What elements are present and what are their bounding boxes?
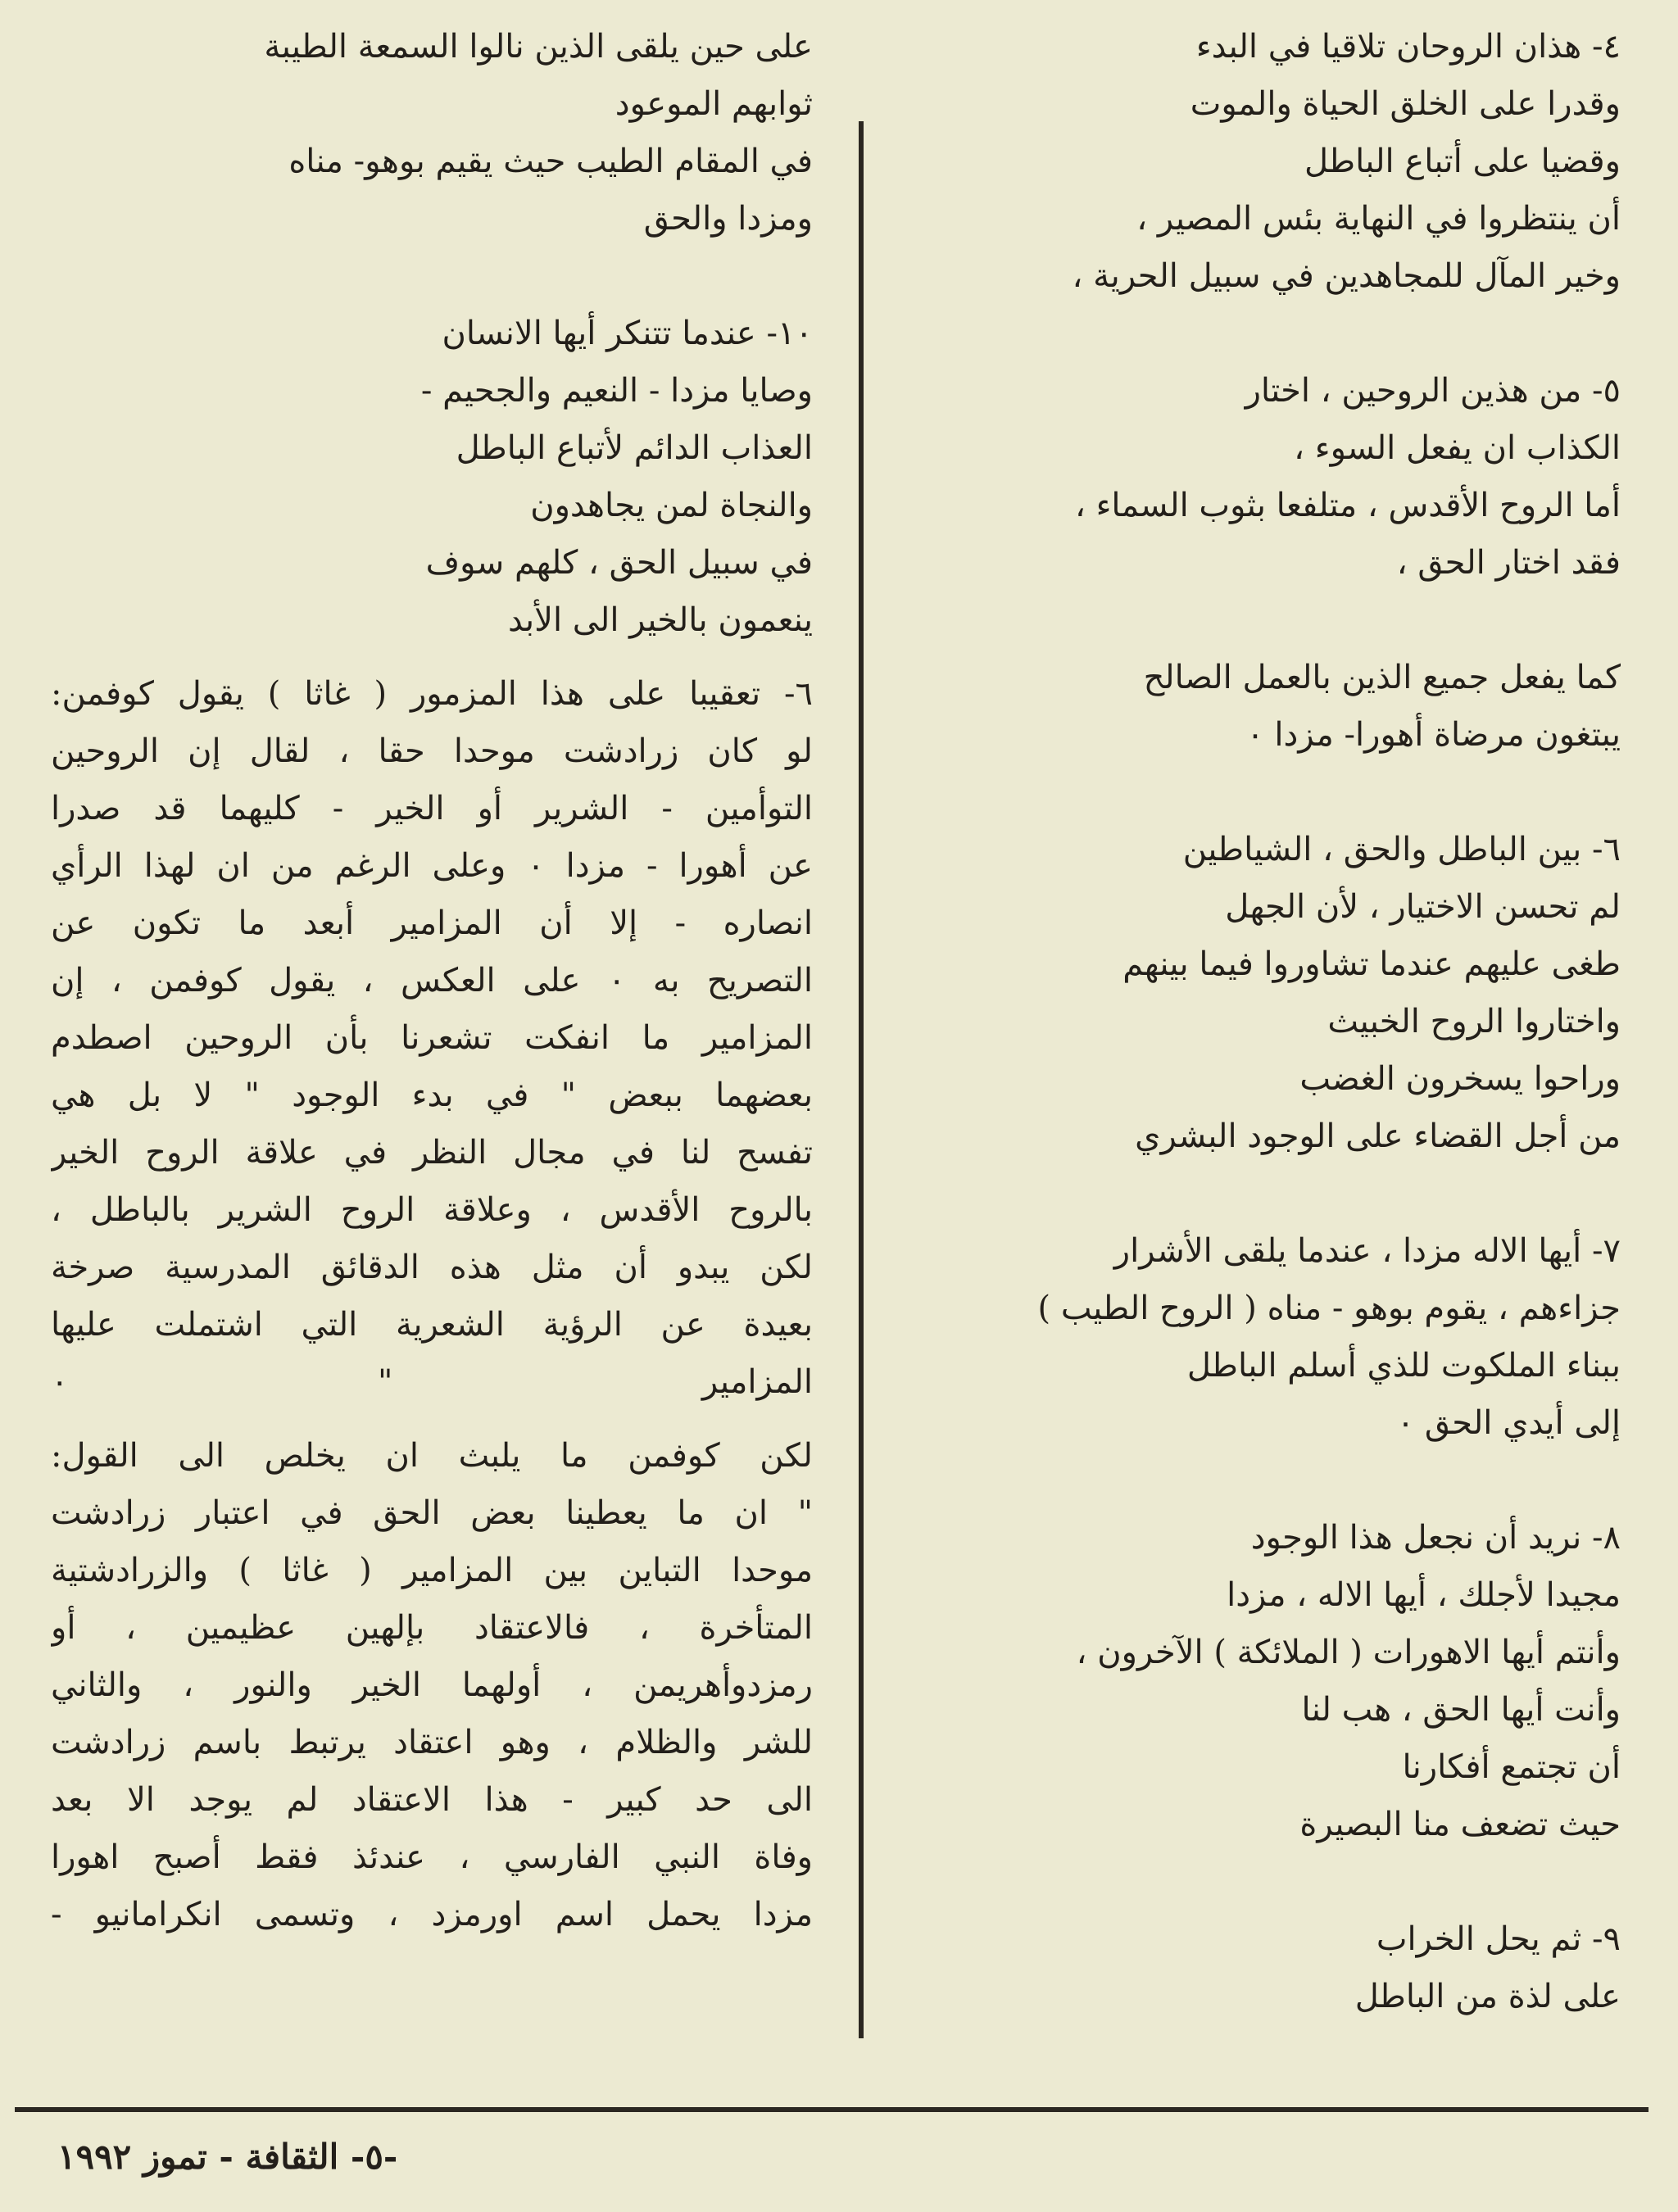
text-line: الكذاب ان يفعل السوء ،	[1294, 429, 1621, 467]
text-line: طغى عليهم عندما تشاوروا فيما بينهم	[1122, 945, 1621, 983]
text-line: على حين يلقى الذين نالوا السمعة الطيبة	[264, 28, 813, 66]
text-line: للشر والظلام ، وهو اعتقاد يرتبط باسم زرادشت	[51, 1724, 813, 1761]
text-line: والنجاة لمن يجاهدون	[530, 487, 813, 524]
text-line: المزامير " ٠	[51, 1363, 813, 1401]
text-line: بالروح الأقدس ، وعلاقة الروح الشرير بالباطل ،	[51, 1191, 813, 1229]
text-line: على لذة من الباطل	[1354, 1978, 1621, 2015]
text-line: ٧- أيها الاله مزدا ، عندما يلقى الأشرار	[1113, 1232, 1621, 1270]
footer-rule	[15, 2107, 1649, 2112]
text-line: وخير المآل للمجاهدين في سبيل الحرية ،	[1072, 257, 1621, 295]
text-line: رمزدوأهريمن ، أولهما الخير والنور ، والثاني	[51, 1666, 813, 1704]
text-line: لو كان زرادشت موحدا حقا ، لقال إن الروحين	[51, 732, 813, 770]
commentary-block-2	[51, 1427, 813, 1943]
text-line: أما الروح الأقدس ، متلفعا بثوب السماء ،	[1074, 487, 1621, 524]
left-column	[51, 18, 813, 1943]
text-line: جزاءهم ، يقوم بوهو - مناه ( الروح الطيب )	[1037, 1290, 1621, 1327]
text-line: ٦- تعقيبا على هذا المزمور ( غاثا ) يقول كوفمن:	[51, 675, 813, 713]
text-line: وأنتم أيها الاهورات ( الملائكة ) الآخرون ،	[1076, 1634, 1621, 1671]
text-line: وصايا مزدا - النعيم والجحيم -	[420, 372, 813, 410]
stanza-gap	[850, 1165, 1621, 1222]
stanza-gap	[850, 592, 1621, 649]
text-line: التصريح به ٠ على العكس ، يقول كوفمن ، إن	[51, 962, 813, 999]
text-line: أن ينتظروا في النهاية بئس المصير ،	[1136, 200, 1621, 238]
text-line: ببناء الملكوت للذي أسلم الباطل	[1186, 1347, 1621, 1385]
text-line: ١٠- عندما تتنكر أيها الانسان	[442, 315, 813, 352]
text-line: المتأخرة ، فالاعتقاد بإلهين عظيمين ، أو	[51, 1609, 813, 1647]
right-column	[850, 18, 1621, 2025]
text-line: ومزدا والحق	[643, 200, 813, 238]
stanza-gap	[850, 1853, 1621, 1911]
text-line: الى حد كبير - هذا الاعتقاد لم يوجد الا بعد	[51, 1781, 813, 1819]
text-line: ٨- نريد أن نجعل هذا الوجود	[1250, 1519, 1621, 1557]
text-line: موحدا التباين بين المزامير ( غاثا ) والزرادشتية	[51, 1552, 813, 1589]
text-line: " ان ما يعطينا بعض الحق في اعتبار زرادشت	[51, 1494, 813, 1532]
text-line: عن أهورا - مزدا ٠ وعلى الرغم من ان لهذا الرأي	[51, 847, 813, 885]
text-line: من أجل القضاء على الوجود البشري	[1135, 1117, 1621, 1155]
text-line: في سبيل الحق ، كلهم سوف	[425, 544, 813, 582]
page-footer: -٥- الثقافة - تموز ١٩٩٢	[57, 2137, 398, 2177]
commentary-block-1	[51, 665, 813, 1411]
text-line: التوأمين - الشرير أو الخير - كليهما قد صدرا	[51, 790, 813, 827]
text-line: بعيدة عن الرؤية الشعرية التي اشتملت عليها	[51, 1306, 813, 1344]
text-line: ثوابهم الموعود	[615, 85, 813, 123]
text-line: ينعمون بالخير الى الأبد	[508, 601, 813, 639]
text-line: وأنت أيها الحق ، هب لنا	[1301, 1691, 1621, 1729]
text-line: العذاب الدائم لأتباع الباطل	[456, 429, 813, 467]
text-line: وقضيا على أتباع الباطل	[1304, 143, 1621, 180]
text-line: في المقام الطيب حيث يقيم بوهو- مناه	[288, 143, 813, 180]
text-line: تفسح لنا في مجال النظر في علاقة الروح الخير	[51, 1134, 813, 1172]
text-line: فقد اختار الحق ،	[1396, 544, 1621, 582]
text-line: وراحوا يسخرون الغضب	[1299, 1060, 1621, 1098]
text-line: كما يفعل جميع الذين بالعمل الصالح	[1143, 659, 1621, 696]
text-line: وفاة النبي الفارسي ، عندئذ فقط أصبح اهورا	[51, 1838, 813, 1876]
text-line: ٥- من هذين الروحين ، اختار	[1245, 372, 1621, 410]
text-line: إلى أيدي الحق ٠	[1396, 1404, 1621, 1442]
text-line: لكن كوفمن ما يلبث ان يخلص الى القول:	[51, 1437, 813, 1475]
text-line: يبتغون مرضاة أهورا- مزدا ٠	[1246, 716, 1621, 754]
left-verse-block	[51, 18, 813, 649]
text-line: انصاره - إلا أن المزامير أبعد ما تكون عن	[51, 904, 813, 942]
text-line: ٩- ثم يحل الخراب	[1376, 1920, 1621, 1958]
text-line: لم تحسن الاختيار ، لأن الجهل	[1225, 888, 1621, 926]
text-line: ٤- هذان الروحان تلاقيا في البدء	[1195, 28, 1621, 66]
text-line: واختاروا الروح الخبيث	[1327, 1003, 1621, 1040]
text-line: بعضهما ببعض " في بدء الوجود " لا بل هي	[51, 1077, 813, 1114]
text-line: مجيدا لأجلك ، أيها الاله ، مزدا	[1227, 1576, 1621, 1614]
column-divider	[859, 121, 864, 2038]
stanza-gap	[850, 764, 1621, 821]
stanza-gap	[850, 305, 1621, 362]
stanza-gap	[850, 1452, 1621, 1509]
text-line: مزدا يحمل اسم اورمزد ، وتسمى انكرامانيو -	[51, 1896, 813, 1933]
text-line: حيث تضعف منا البصيرة	[1299, 1806, 1621, 1843]
text-line: لكن يبدو أن مثل هذه الدقائق المدرسية صرخة	[51, 1249, 813, 1286]
text-line: أن تجتمع أفكارنا	[1402, 1748, 1621, 1786]
text-line: ٦- بين الباطل والحق ، الشياطين	[1182, 831, 1621, 868]
stanza-gap	[51, 247, 813, 305]
text-line: وقدرا على الخلق الحياة والموت	[1190, 85, 1621, 123]
text-line: المزامير ما انفكت تشعرنا بأن الروحين اصطدم	[51, 1019, 813, 1057]
